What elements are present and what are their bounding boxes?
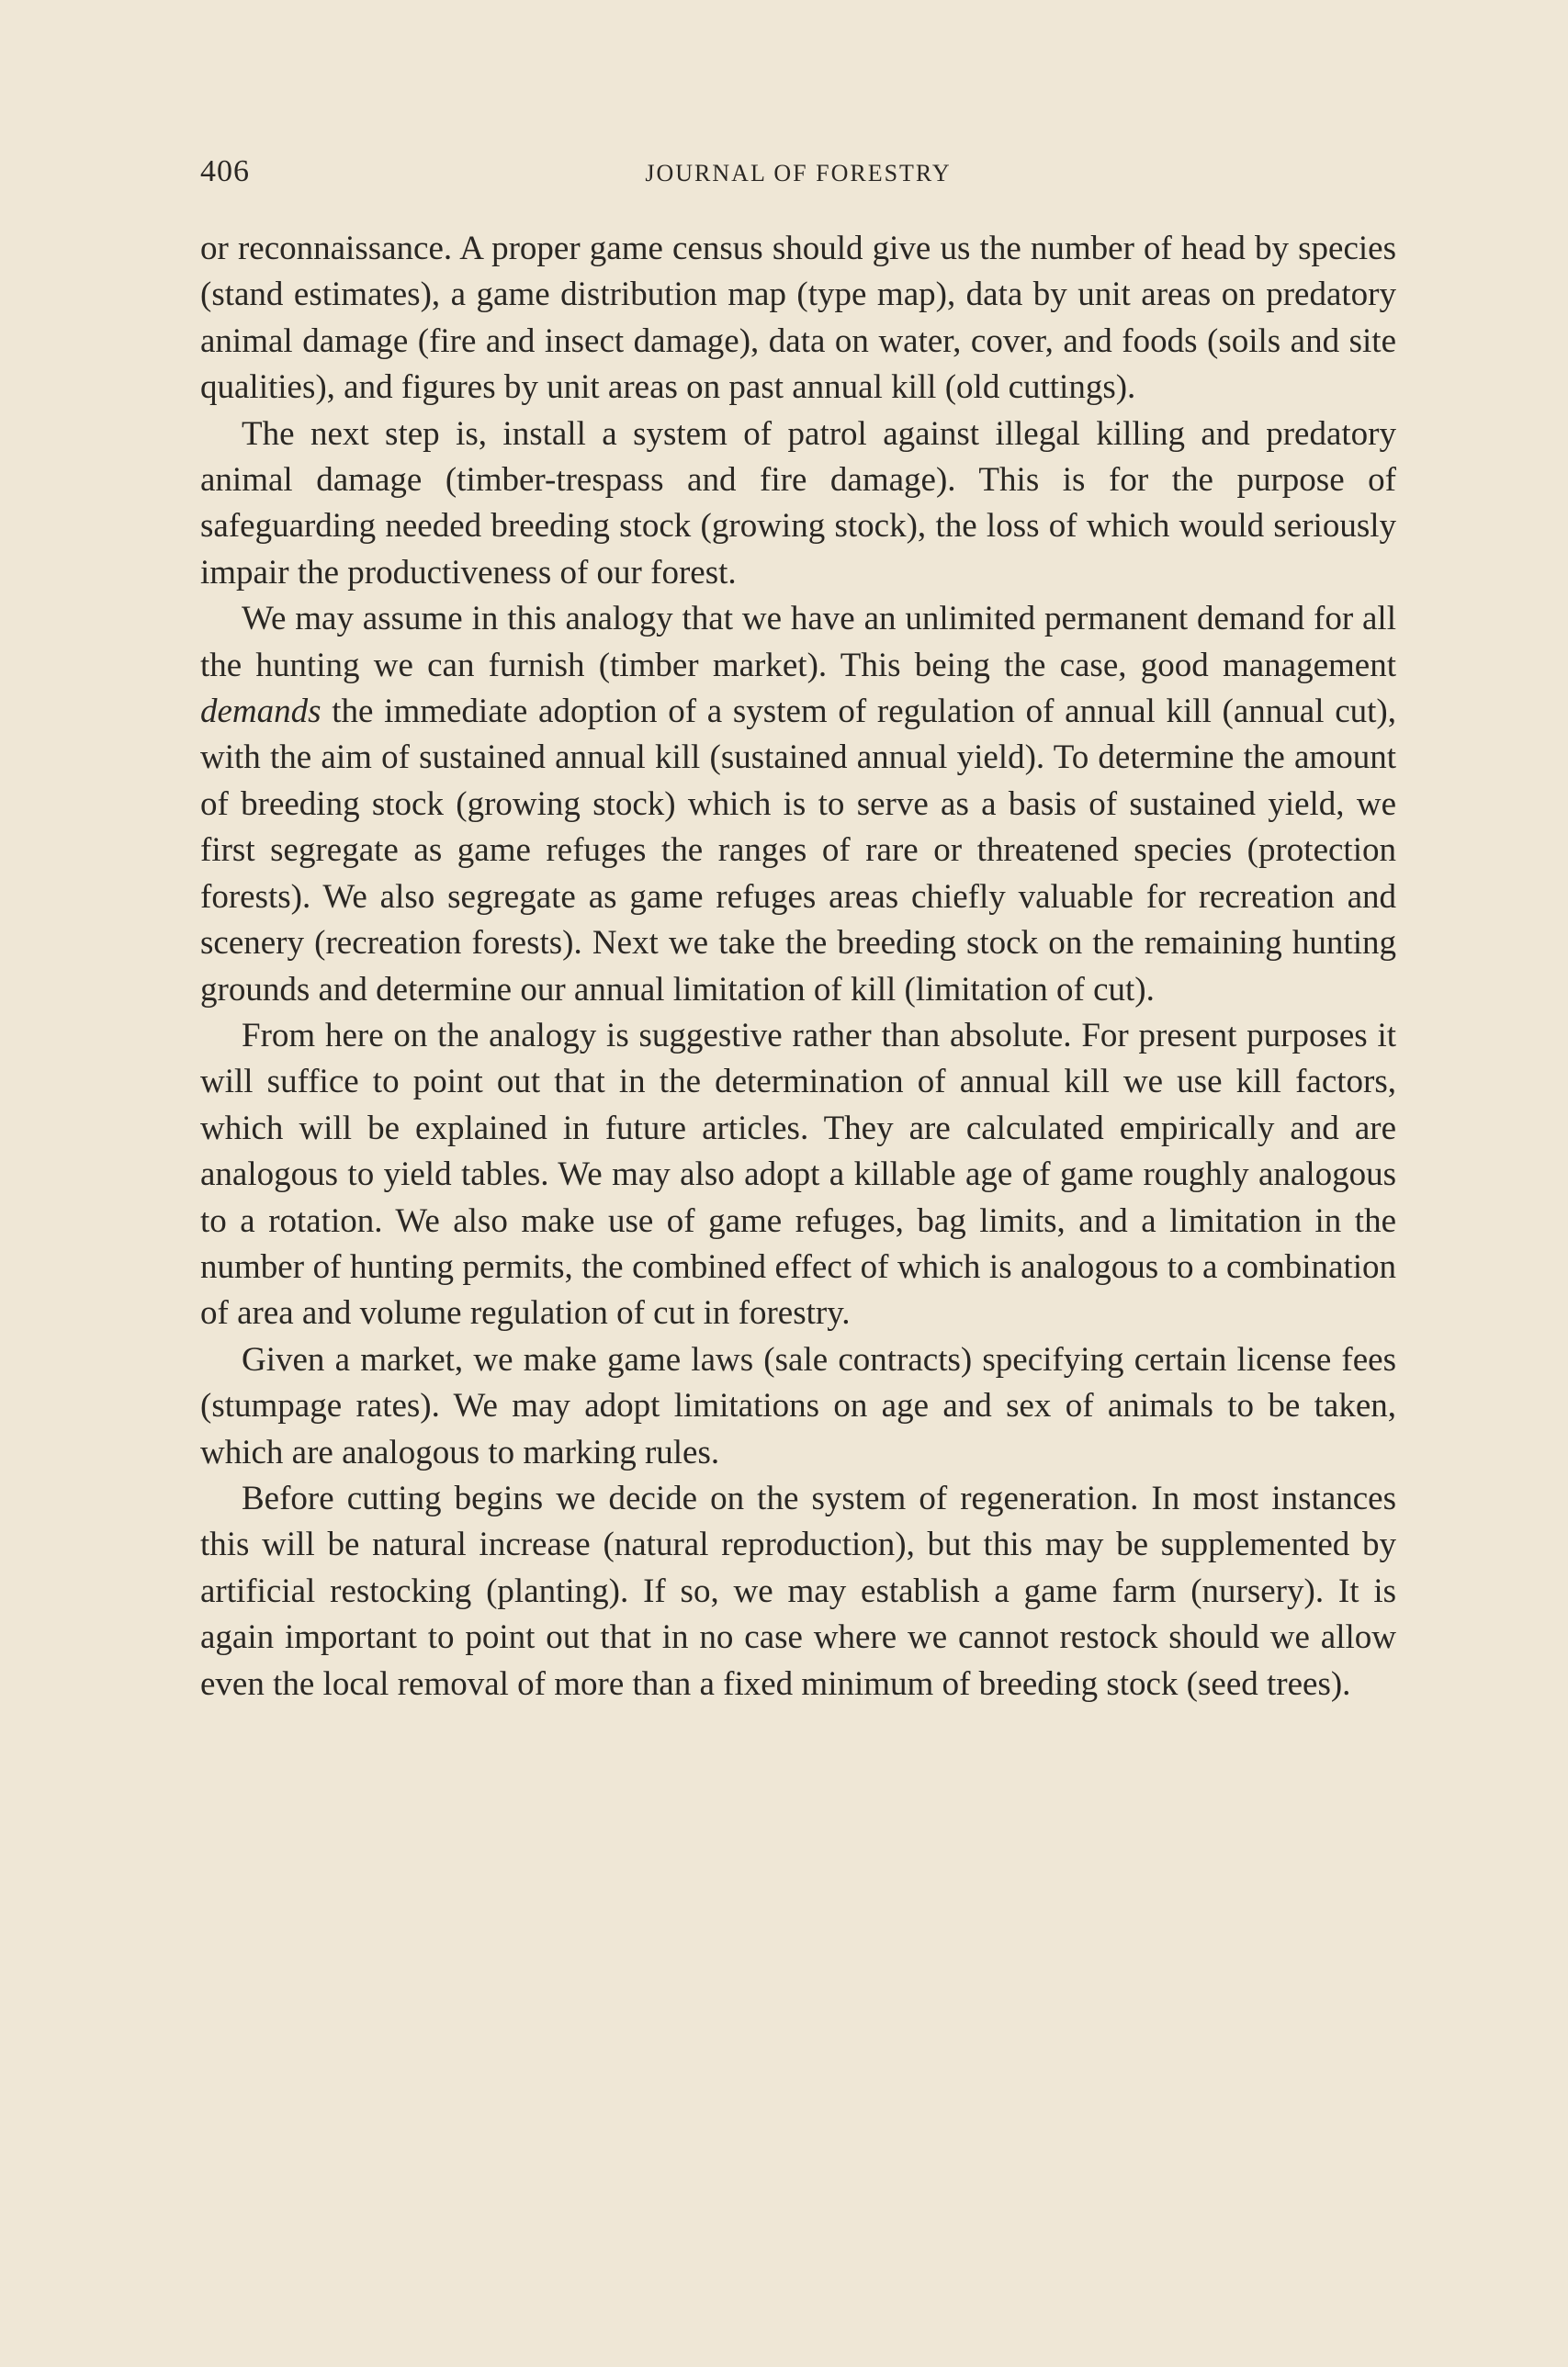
paragraph-kill-factors: From here on the analogy is suggestive rather than absolute. For present purposes it will suffice to point out that in the determination of annual kill we use kill factors, which will be explained in future articles. They are calculated empirically and are analogous to yield tables. We may also adopt a killable age of game roughly analogous to a rotation. We also make use of game refuges, bag limits, and a limitation in the number of hunting permits, the combined effect of which is analogous to a combination of area and volume regulation of cut in forestry. — [200, 1016, 1396, 1333]
page-header — [200, 154, 1396, 200]
emphasis-demands: demands — [200, 693, 321, 731]
paragraph-patrol: The next step is, install a system of patrol against illegal killing and predatory animal damage (timber-trespass and fire damage). This is for the purpose of safeguarding needed breeding stock (growing stock), the loss of which would seriously impair the productiveness of our forest. — [200, 414, 1396, 592]
running-head: JOURNAL OF FORESTRY — [645, 160, 952, 186]
paragraph-regulation — [200, 596, 1396, 1013]
article-body — [200, 226, 1396, 1708]
paragraph-game-laws: Given a market, we make game laws (sale contracts) specifying certain license fees (stumpage rates). We may adopt limitations on age and sex of animals to be taken, which are analogous to marking rules. — [200, 1340, 1396, 1471]
page-number: 406 — [200, 154, 250, 188]
paragraph-continuation: or reconnaissance. A proper game census should give us the number of head by species (stand estimates), a game distribution map (type map), data by unit areas on predatory animal damage (fire and insect damage), data on water, cover, and foods (soils and site qualities), and figures by unit areas on past annual kill (old cuttings). — [200, 230, 1396, 407]
paragraph-regulation-before: We may assume in this analogy that we have an unlimited permanent demand for all the hunting we can furnish (timber market). This being the case, good management — [200, 600, 1396, 684]
paragraph-regeneration: Before cutting begins we decide on the system of regeneration. In most instances this will be natural increase (natural reproduction), but this may be supplemented by artificial restocking (planting). If so, we may establish a game farm (nursery). It is again important to point out that in no case where we cannot restock should we allow even the local removal of more than a fixed minimum of breeding stock (seed trees). — [200, 1479, 1396, 1703]
paragraph-regulation-after: the immediate adoption of a system of regulation of annual kill (annual cut), with the aim of sustained annual kill (sustained annual yield). To determine the amount of breeding stock (growing stock) which is to serve as a basis of sustained yield, we first segregate as game refuges the ranges of rare or threatened species (protection forests). We also segregate as game refuges areas chiefly valuable for recreation and scenery (recreation forests). Next we take the breeding stock on the remaining hunting grounds and determine our annual limitation of kill (limitation of cut). — [200, 693, 1396, 1009]
